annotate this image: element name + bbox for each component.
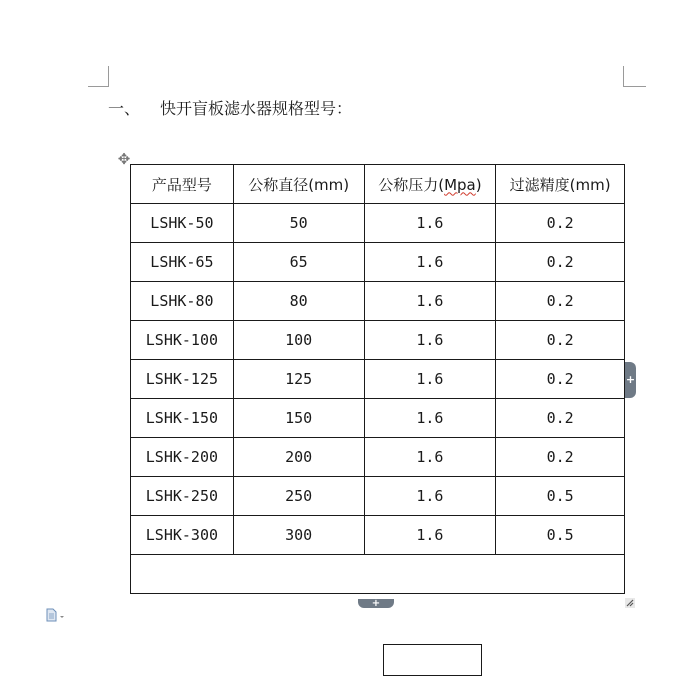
table-cell[interactable]: LSHK-200 xyxy=(131,438,234,477)
spellcheck-word: Mpa xyxy=(444,175,476,194)
table-cell[interactable]: 0.2 xyxy=(496,243,625,282)
table-row xyxy=(131,438,625,477)
table-cell[interactable]: 1.6 xyxy=(364,243,496,282)
table-cell[interactable]: 0.5 xyxy=(496,477,625,516)
table-cell[interactable]: 0.2 xyxy=(496,360,625,399)
table-cell[interactable]: 1.6 xyxy=(364,360,496,399)
table-cell[interactable]: 200 xyxy=(233,438,364,477)
table-header-row xyxy=(131,165,625,204)
table-cell[interactable]: 1.6 xyxy=(364,282,496,321)
text-box-shape[interactable] xyxy=(383,644,482,676)
table-cell[interactable]: 125 xyxy=(233,360,364,399)
table-cell[interactable]: 100 xyxy=(233,321,364,360)
header-cell-model[interactable]: 产品型号 xyxy=(131,165,234,204)
table-move-handle-icon[interactable]: ✥ xyxy=(117,150,131,168)
page-corner-mark-right xyxy=(623,66,646,87)
table-row xyxy=(131,204,625,243)
header-cell-accuracy[interactable]: 过滤精度(mm) xyxy=(496,165,625,204)
table-cell[interactable]: LSHK-80 xyxy=(131,282,234,321)
table-cell[interactable]: 80 xyxy=(233,282,364,321)
page-corner-mark-left xyxy=(88,66,109,87)
table-cell[interactable]: LSHK-50 xyxy=(131,204,234,243)
document-icon[interactable] xyxy=(46,608,66,622)
table-row xyxy=(131,321,625,360)
table-row xyxy=(131,282,625,321)
table-cell[interactable]: LSHK-100 xyxy=(131,321,234,360)
table-cell[interactable]: LSHK-125 xyxy=(131,360,234,399)
table-cell[interactable]: 250 xyxy=(233,477,364,516)
table-row xyxy=(131,399,625,438)
table-cell[interactable]: 0.2 xyxy=(496,321,625,360)
table-cell-empty[interactable] xyxy=(131,555,625,594)
table-cell[interactable]: 1.6 xyxy=(364,321,496,360)
table-cell[interactable]: 1.6 xyxy=(364,516,496,555)
table-cell[interactable]: 65 xyxy=(233,243,364,282)
table-cell[interactable]: 1.6 xyxy=(364,399,496,438)
add-row-plus-icon[interactable]: + xyxy=(358,599,394,608)
table-row xyxy=(131,243,625,282)
table-cell[interactable]: 0.2 xyxy=(496,399,625,438)
table-row-empty xyxy=(131,555,625,594)
table-cell[interactable]: LSHK-65 xyxy=(131,243,234,282)
add-column-plus-icon[interactable]: + xyxy=(625,362,636,398)
table-cell[interactable]: 0.2 xyxy=(496,438,625,477)
table-cell[interactable]: 300 xyxy=(233,516,364,555)
table-cell[interactable]: 0.5 xyxy=(496,516,625,555)
header-cell-diameter[interactable]: 公称直径(mm) xyxy=(233,165,364,204)
table-cell[interactable]: LSHK-150 xyxy=(131,399,234,438)
table-cell[interactable]: 1.6 xyxy=(364,204,496,243)
heading-title: 快开盲板滤水器规格型号： xyxy=(160,99,353,118)
table-cell[interactable]: 0.2 xyxy=(496,204,625,243)
table-cell[interactable]: 0.2 xyxy=(496,282,625,321)
table-row xyxy=(131,477,625,516)
heading-number: 一、 xyxy=(108,99,141,118)
table-cell[interactable]: 1.6 xyxy=(364,438,496,477)
table-row xyxy=(131,516,625,555)
table-row xyxy=(131,360,625,399)
header-cell-pressure[interactable]: 公称压力(Mpa) xyxy=(364,165,496,204)
table-cell[interactable]: 50 xyxy=(233,204,364,243)
table-cell[interactable]: LSHK-300 xyxy=(131,516,234,555)
table-cell[interactable]: LSHK-250 xyxy=(131,477,234,516)
spec-table xyxy=(130,164,625,594)
table-cell[interactable]: 1.6 xyxy=(364,477,496,516)
table-cell[interactable]: 150 xyxy=(233,399,364,438)
section-heading xyxy=(108,96,352,119)
table-resize-icon[interactable] xyxy=(625,598,635,608)
